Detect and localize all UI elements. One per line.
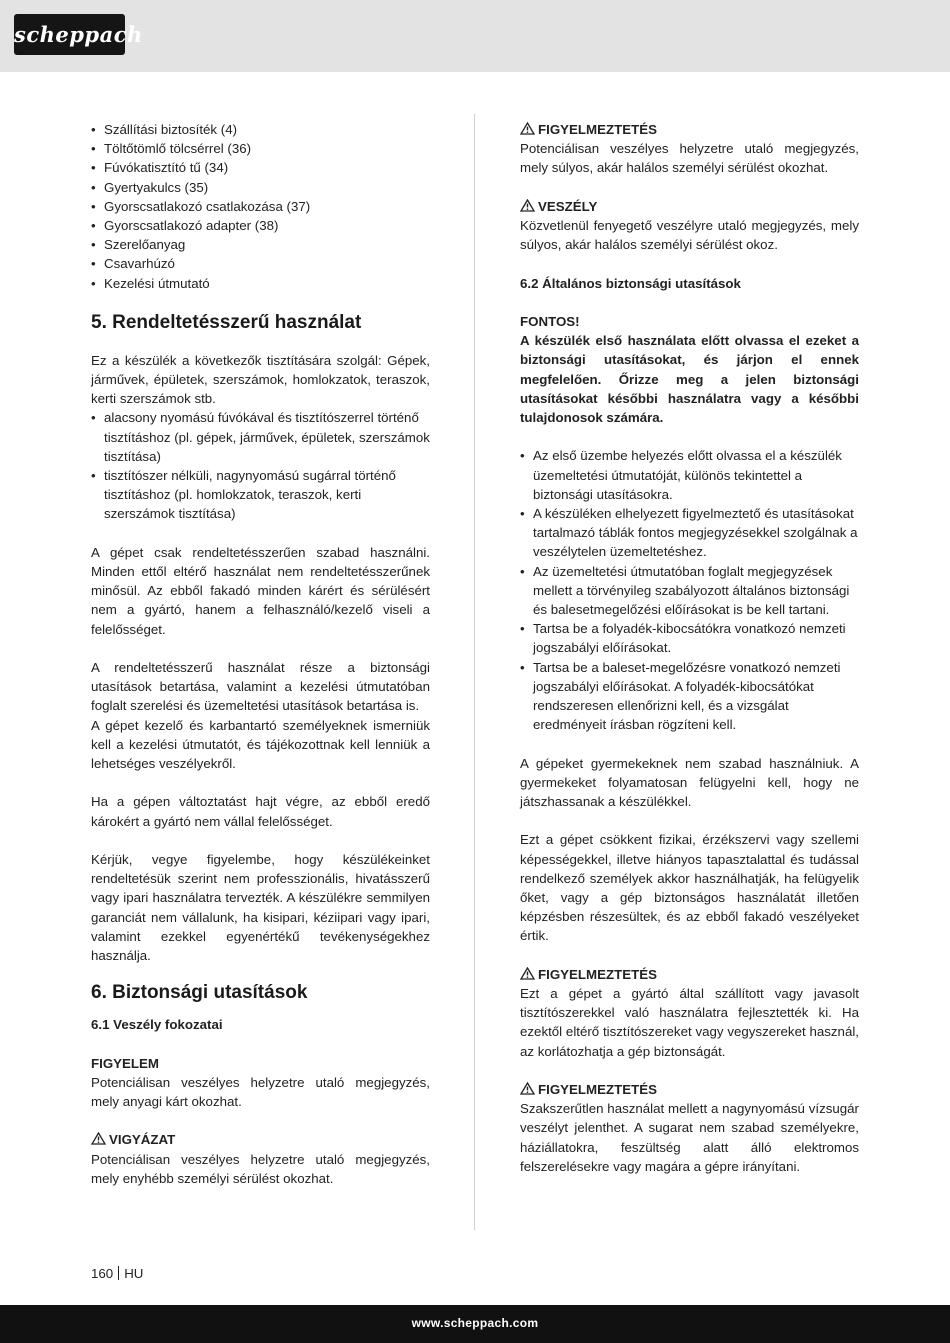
language-code: HU [124,1266,144,1281]
list-item: • Csavarhúzó [91,254,430,273]
header-band [0,0,950,72]
list-item: • A készüléken elhelyezett figyelmeztető és utasításokat tartalmazó táblák fontos megjegyzésekkel szolgálnak a veszélytelen üzemeltetéshez. [520,504,859,562]
notice-title-text: FIGYELMEZTETÉS [538,122,657,137]
notice-text: Potenciálisan veszélyes helyzetre utaló megjegyzés, mely enyhébb személyi sérülést okozhat. [91,1151,430,1186]
notice-text: Közvetlenül fenyegető veszélyre utaló megjegyzés, mely súlyos, akár halálos személyi sérülést okoz. [520,218,859,253]
important-notice-text: A készülék első használata előtt olvassa el ezeket a biztonsági utasításokat, és járjon el ennek megfelelően. Őrizze meg a jelen biztonsági utasításokat későbbi használatra vagy a későbbi tulajdonosok számára. [520,333,859,425]
list-item: • Kezelési útmutató [91,274,430,293]
notice-title-text: FIGYELMEZTETÉS [538,966,657,982]
warning-triangle-icon [91,1132,106,1145]
page-number-separator [118,1266,119,1280]
list-item: • Fúvókatisztító tű (34) [91,158,430,177]
list-item: • Szállítási biztosíték (4) [91,120,430,139]
list-item: • Szerelőanyag [91,235,430,254]
notice-title-vigyazat [91,1130,430,1149]
list-item: • Tartsa be a folyadék-kibocsátókra vonatkozó nemzeti jogszabályi előírásokat. [520,619,859,657]
intended-use-intro: Ez a készülék a következők tisztítására szolgál: Gépek, járművek, épületek, szerszámok, homlokzatok, teraszok, kerti szerszámok stb. [91,352,430,407]
subsection-heading-general-safety: 6.2 Általános biztonsági utasítások [520,275,741,291]
list-item: • Töltőtömlő tölcsérrel (36) [91,139,430,158]
list-item: • alacsony nyomású fúvókával és tisztítószerrel történő tisztításhoz (pl. gépek, járművek, épületek, szerszámok tisztítása) [91,408,430,466]
notice-title-text: VIGYÁZAT [109,1132,176,1148]
page-number [91,1265,143,1283]
notice-title-text: FIGYELMEZTETÉS [538,1082,657,1098]
notice-title-text: VESZÉLY [538,198,598,214]
list-item: • Gyertyakulcs (35) [91,178,430,197]
list-item: • Az első üzembe helyezés előtt olvassa el a készülék üzemeltetési útmutatóját, különös tekintettel a biztonsági utasításokra. [520,446,859,504]
delivery-contents-list [91,120,430,293]
warning-triangle-icon [520,967,535,980]
notice-title-fontos: FONTOS! [520,313,580,329]
page-number-value: 160 [91,1266,114,1281]
notice-title-figyelmeztetes [520,965,859,984]
notice-text: Ezt a gépet a gyártó által szállított vagy javasolt tisztítószerekkel való használatra fejlesztették ki. Ha ezektől eltérő tisztítószereket vagy vegyszereket használ, az korlátozhatja a gép biztonságát. [520,986,859,1059]
notice-title-veszely [520,197,859,216]
warning-triangle-icon [520,199,535,212]
paragraph: Ezt a gépet csökkent fizikai, érzékszervi vagy szellemi képességekkel, illetve hiányos tapasztalattal és tudással rendelkező személyek akkor használhatják, ha felügyelik őket, vagy a gép biztonságos használatát illetően képzésben részesültek, és az ebből fakadó veszélyeket értik. [520,832,859,944]
right-column [520,120,859,1176]
intended-use-list [91,408,430,523]
brand-logo: scheppach [14,14,125,55]
paragraph: Ha a gépen változtatást hajt végre, az ebből eredő károkért a gyártó nem vállal felelősséget. [91,794,430,829]
paragraph: Kérjük, vegye figyelembe, hogy készülékeinket rendeltetésük szerint nem professzionális, hivatásszerű vagy ipari használatra tervezték. A készülékre semmilyen garanciát nem vállalunk, ha kisipari, kéziipari vagy ipari, valamint ezekkel egyenértékű tevékenységekhez használja. [91,852,430,964]
list-item: • Tartsa be a baleset-megelőzésre vonatkozó nemzeti jogszabályi előírásokat. A folyadék-kibocsátókat rendszeresen ellenőrizni kell, és a vizsgálat eredményeit írásban rögzíteni kell. [520,658,859,735]
notice-text: Potenciálisan veszélyes helyzetre utaló megjegyzés, mely súlyos, akár halálos személyi sérülést okozhat. [520,141,859,176]
footer-band [0,1305,950,1343]
notice-text: Szakszerűtlen használat mellett a nagynyomású vízsugár veszélyt jelenthet. A sugarat nem szabad személyekre, háziállatokra, feszültség alatt álló elektromos felszerelésekre vagy magára a gépre irányítani. [520,1101,859,1174]
warning-triangle-icon [520,1082,535,1095]
notice-title-figyelmeztetes [520,1080,859,1099]
list-item: • Az üzemeltetési útmutatóban foglalt megjegyzések mellett a törvényileg szabályozott általános biztonsági és balesetmegelőzési előírásokat is be kell tartani. [520,562,859,620]
paragraph: A gépet kezelő és karbantartó személyeknek ismerniük kell a kezelési útmutatót, és tájékozottnak kell lenniük a lehetséges veszélyekről. [91,717,430,772]
column-divider [474,114,475,1230]
paragraph: A gépet csak rendeltetésszerűen szabad használni. Minden ettől eltérő használat nem rendeltetésszerűnek minősül. Az ebből fakadó minden kárért és sérülésért nem a gyártó, hanem a felhasználó/kezelő viseli a felelősséget. [91,544,430,637]
list-item: • Gyorscsatlakozó csatlakozása (37) [91,197,430,216]
paragraph: A rendeltetésszerű használat része a biztonsági utasítások betartása, valamint a kezelési útmutatóban foglalt szerelési és üzemeltetési utasítások betartása is. [91,660,430,714]
notice-text: Potenciálisan veszélyes helyzetre utaló megjegyzés, mely anyagi kárt okozhat. [91,1074,430,1110]
section-heading-safety: 6. Biztonsági utasítások [91,982,308,1004]
warning-triangle-icon [520,122,535,135]
left-column [91,120,430,1188]
list-item: • tisztítószer nélküli, nagynyomású sugárral történő tisztításhoz (pl. homlokzatok, teraszok, kerti szerszámok tisztítása) [91,466,430,524]
safety-instructions-list [520,446,859,734]
section-heading-intended-use: 5. Rendeltetésszerű használat [91,311,362,333]
website-link[interactable]: www.scheppach.com [411,1316,539,1330]
list-item: • Gyorscsatlakozó adapter (38) [91,216,430,235]
notice-title-figyelem: FIGYELEM [91,1055,159,1071]
paragraph: A gépeket gyermekeknek nem szabad használniuk. A gyermekeket folyamatosan felügyelni kell, hogy ne játszhassanak a készülékkel. [520,755,859,810]
notice-title-figyelmeztetes [520,120,859,139]
subsection-heading-hazard-levels: 6.1 Veszély fokozatai [91,1017,223,1033]
